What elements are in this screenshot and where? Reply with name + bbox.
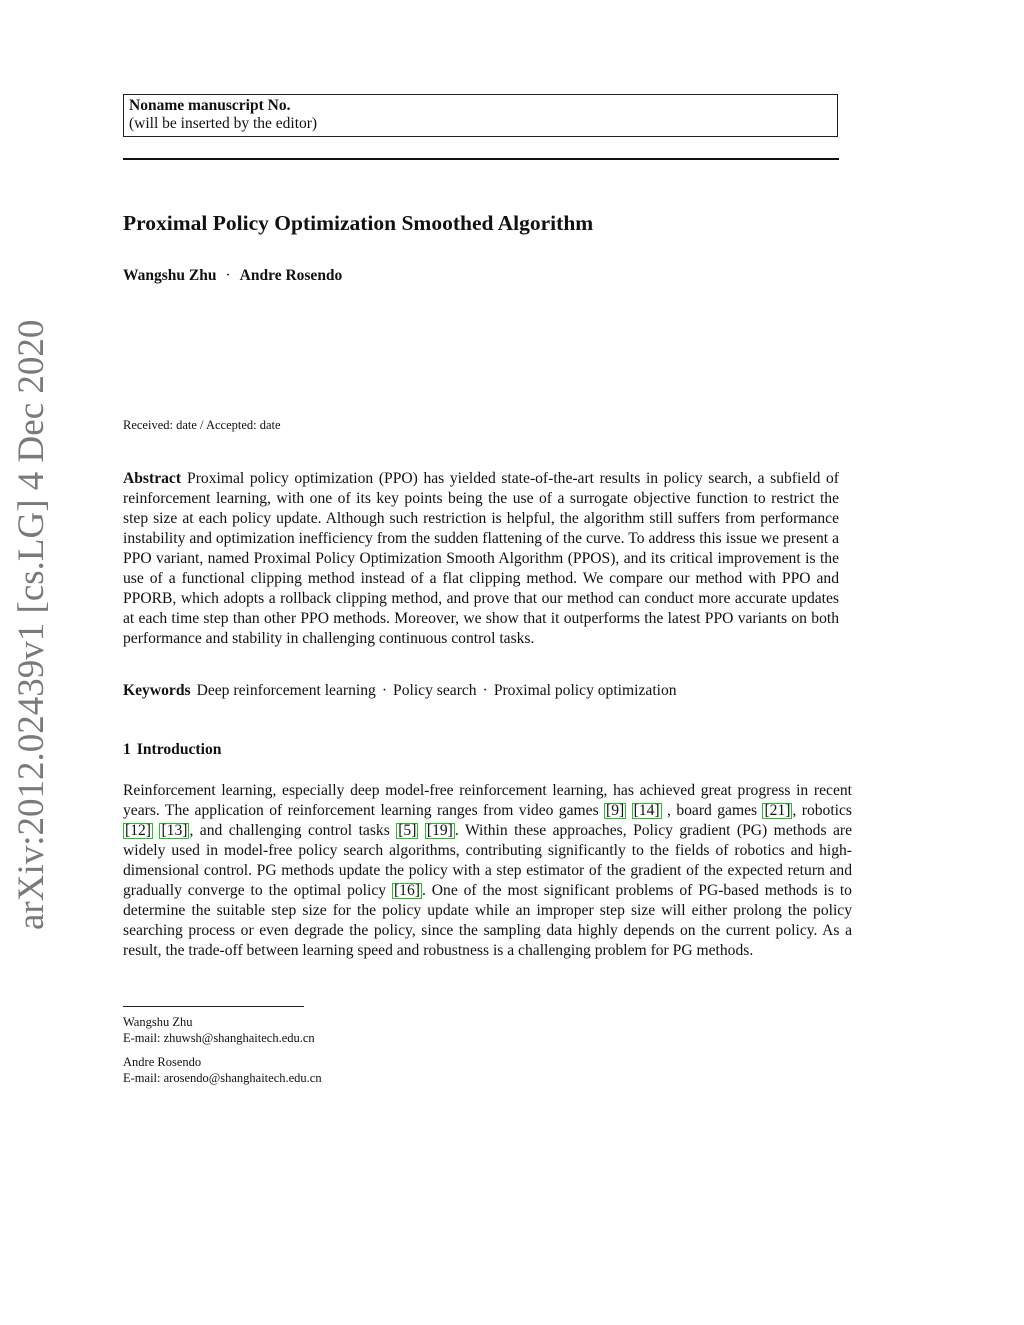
abstract	[123, 469, 839, 649]
keyword: Deep reinforcement learning	[196, 682, 376, 699]
arxiv-stamp: arXiv:2012.02439v1 [cs.LG] 4 Dec 2020	[11, 319, 52, 930]
intro-text: Reinforcement learning, especially deep model-free reinforcement learning, has achieved great progress in recent years. The application of reinforcement learning ranges from video games	[123, 782, 852, 819]
intro-text: , and challenging control tasks	[189, 822, 397, 839]
citation-link[interactable]: [21]	[764, 802, 791, 819]
citation-link[interactable]: [12]	[125, 822, 151, 839]
intro-text: . One of the most significant problems of PG-based methods is to determine the suitable step size for the policy update while an improper step size will either prolong the policy searching process or even degrade the policy, since the sampling data highly depends on the current policy. As a result, the trade-off between learning speed and robustness is a challenging problem for PG methods.	[123, 882, 852, 959]
keyword-separator: ·	[381, 682, 388, 699]
keyword: Policy search	[393, 682, 477, 699]
footnote-entry	[123, 1054, 322, 1086]
citation-link[interactable]: [5]	[398, 822, 417, 839]
keywords	[123, 681, 839, 701]
manuscript-note: (will be inserted by the editor)	[129, 115, 318, 132]
intro-text: , robotics	[792, 802, 852, 819]
footnote-email: E-mail: arosendo@shanghaitech.edu.cn	[123, 1071, 322, 1085]
section-number: 1	[123, 741, 131, 758]
citation-link[interactable]: [13]	[161, 822, 188, 839]
author-name: Wangshu Zhu	[123, 267, 217, 284]
citation-link[interactable]: [19]	[426, 822, 453, 839]
citation-link[interactable]: [9]	[606, 802, 625, 819]
footnotes	[123, 1014, 322, 1094]
citation-link[interactable]: [16]	[393, 882, 420, 899]
footnote-email: E-mail: zhuwsh@shanghaitech.edu.cn	[123, 1031, 315, 1045]
keywords-label: Keywords	[123, 682, 191, 699]
abstract-label: Abstract	[123, 470, 182, 487]
citation-link[interactable]: [14]	[633, 802, 660, 819]
section-title: Introduction	[136, 741, 222, 758]
received-date: Received: date / Accepted: date	[123, 418, 281, 432]
author-list	[123, 267, 342, 285]
author-separator: ·	[225, 267, 231, 284]
manuscript-title: Noname manuscript No.	[129, 97, 291, 114]
section-heading	[123, 741, 221, 759]
intro-text: , board games	[661, 802, 763, 819]
footnote-author: Andre Rosendo	[123, 1055, 202, 1069]
keyword-separator: ·	[482, 682, 488, 699]
abstract-text: Proximal policy optimization (PPO) has yielded state-of-the-art results in policy search, a subfield of reinforcement learning, with one of its key points being the use of a surrogate objective function to restrict the step size at each policy update. Although such restriction is helpful, the algorithm still suffers from performance instability and optimization inefficiency from the sudden flattening of the curve. To address this issue we present a PPO variant, named Proximal Policy Optimization Smooth Algorithm (PPOS), and its critical improvement is the use of a functional clipping method instead of a flat clipping method. We compare our method with PPO and PPORB, which adopts a rollback clipping method, and prove that our method can conduct more accurate updates at each time step than other PPO methods. Moreover, we show that it outperforms the latest PPO variants on both performance and stability in challenging continuous control tasks.	[123, 470, 839, 647]
introduction-paragraph	[123, 781, 852, 961]
footnote-rule	[123, 1006, 304, 1007]
author-name: Andre Rosendo	[239, 267, 343, 284]
keyword: Proximal policy optimization	[493, 682, 677, 699]
intro-text: . Within these approaches, Policy gradient (PG) methods are widely used in model-free policy search algorithms, contributing significantly to the fields of robotics and high-dimensional control. PG methods update the policy with a step estimator of the gradient of the expected return and gradually converge to the optimal policy	[123, 822, 853, 899]
manuscript-box	[123, 94, 838, 137]
paper-title: Proximal Policy Optimization Smoothed Algorithm	[123, 211, 594, 235]
footnote-entry	[123, 1014, 322, 1046]
footnote-author: Wangshu Zhu	[123, 1015, 193, 1029]
header-rule	[123, 158, 839, 160]
